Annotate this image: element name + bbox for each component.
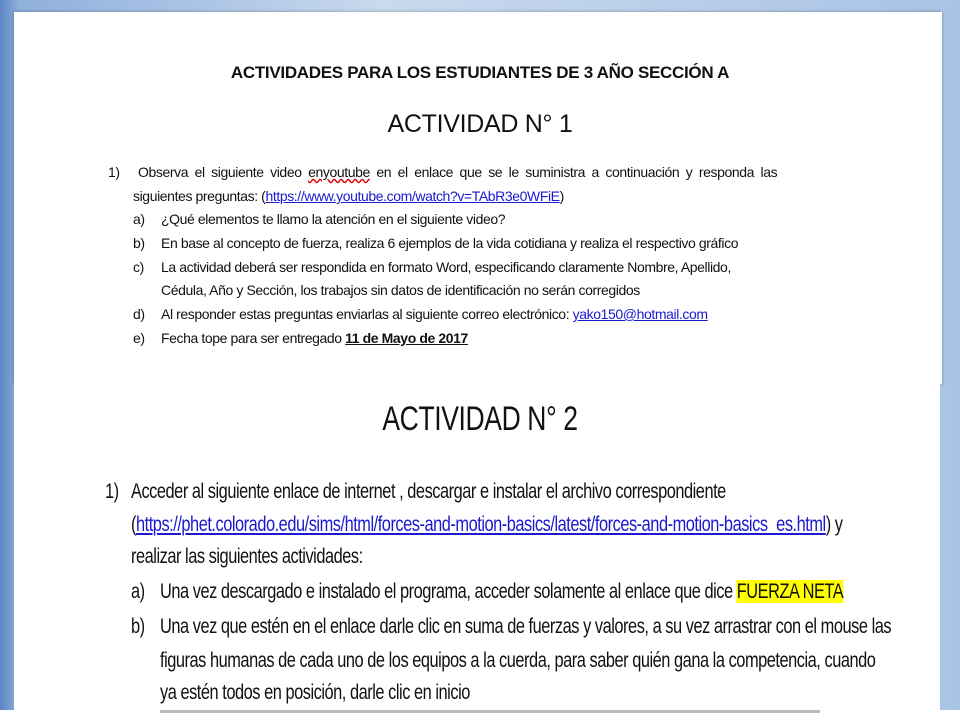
document-heading: ACTIVIDADES PARA LOS ESTUDIANTES DE 3 AÑO SECCIÓN A (230, 63, 730, 82)
subitem-label: b) (131, 615, 145, 638)
subitem-e-text: Fecha tope para ser entregado (161, 330, 346, 346)
subitem-c-text-line2: Cédula, Año y Sección, los trabajos sin datos de identificación no serán corregidos (161, 282, 640, 298)
cropped-image-edge (160, 710, 820, 713)
youtube-link[interactable]: https://www.youtube.com/watch?v=TAbR3e0WFiE (265, 188, 560, 204)
due-date: 11 de Mayo de 2017 (345, 330, 468, 346)
email-link[interactable]: yako150@hotmail.com (572, 306, 708, 322)
phet-link[interactable]: https://phet.colorado.edu/sims/html/forces-and-motion-basics/latest/forces-and-motion-basics_es.html (135, 513, 826, 536)
activity-2-subitem-a (160, 580, 843, 604)
intro-text: ) (559, 188, 564, 204)
intro-text: siguientes preguntas: ( (133, 188, 266, 204)
subitem-label: b) (133, 235, 145, 251)
subitem-c-text: La actividad deberá ser respondida en formato Word, especificando claramente Nombre, Apellido, (161, 259, 731, 275)
paren: ( (131, 513, 136, 536)
activity-2-subitem-b-line1: Una vez que estén en el enlace darle clic en suma de fuerzas y valores, a su vez arrastrar con el mouse las (160, 615, 892, 638)
item-number: 1) (105, 480, 119, 503)
activity-2-link-line (131, 513, 843, 537)
subitem-label: c) (133, 259, 144, 275)
activity-1-title: ACTIVIDAD N° 1 (387, 110, 573, 138)
activity-2-title: ACTIVIDAD N° 2 (382, 400, 578, 438)
subitem-a-text: ¿Qué elementos te llamo la atención en el siguiente video? (161, 211, 506, 227)
subitem-e (161, 330, 468, 346)
subitem-b-text: En base al concepto de fuerza, realiza 6 ejemplos de la vida cotidiana y realiza el respectivo gráfico (161, 235, 739, 251)
item-number: 1) (108, 164, 120, 180)
activity-2-line1: Acceder al siguiente enlace de internet , descargar e instalar el archivo correspondiente (131, 480, 726, 503)
subitem-label: a) (131, 580, 145, 603)
activity-2-subitem-b-line2: figuras humanas de cada uno de los equipos a la cuerda, para saber quién gana la competencia, cuando (160, 649, 876, 672)
intro-text: Observa el siguiente video (138, 164, 309, 180)
subitem-d-text: Al responder estas preguntas enviarlas al siguiente correo electrónico: (161, 306, 573, 322)
activity-2-line3: realizar las siguientes actividades: (131, 545, 363, 568)
activity-1-intro (138, 164, 777, 180)
subitem-label: d) (133, 306, 145, 322)
paren: ) y (825, 513, 843, 536)
subitem-a-text: Una vez descargado e instalado el programa, acceder solamente al enlace que dice (160, 580, 737, 603)
subitem-label: e) (133, 330, 145, 346)
subitem-label: a) (133, 211, 145, 227)
highlighted-text: FUERZA NETA (736, 580, 844, 603)
subitem-d (161, 306, 708, 322)
activity-1-intro-line2 (133, 188, 564, 204)
misspelled-word: enyoutube (308, 164, 370, 180)
intro-text: en el enlace que se le suministra a continuación y responda las (369, 164, 778, 180)
activity-2-subitem-b-line3: ya estén todos en posición, darle clic en inicio (160, 681, 470, 704)
